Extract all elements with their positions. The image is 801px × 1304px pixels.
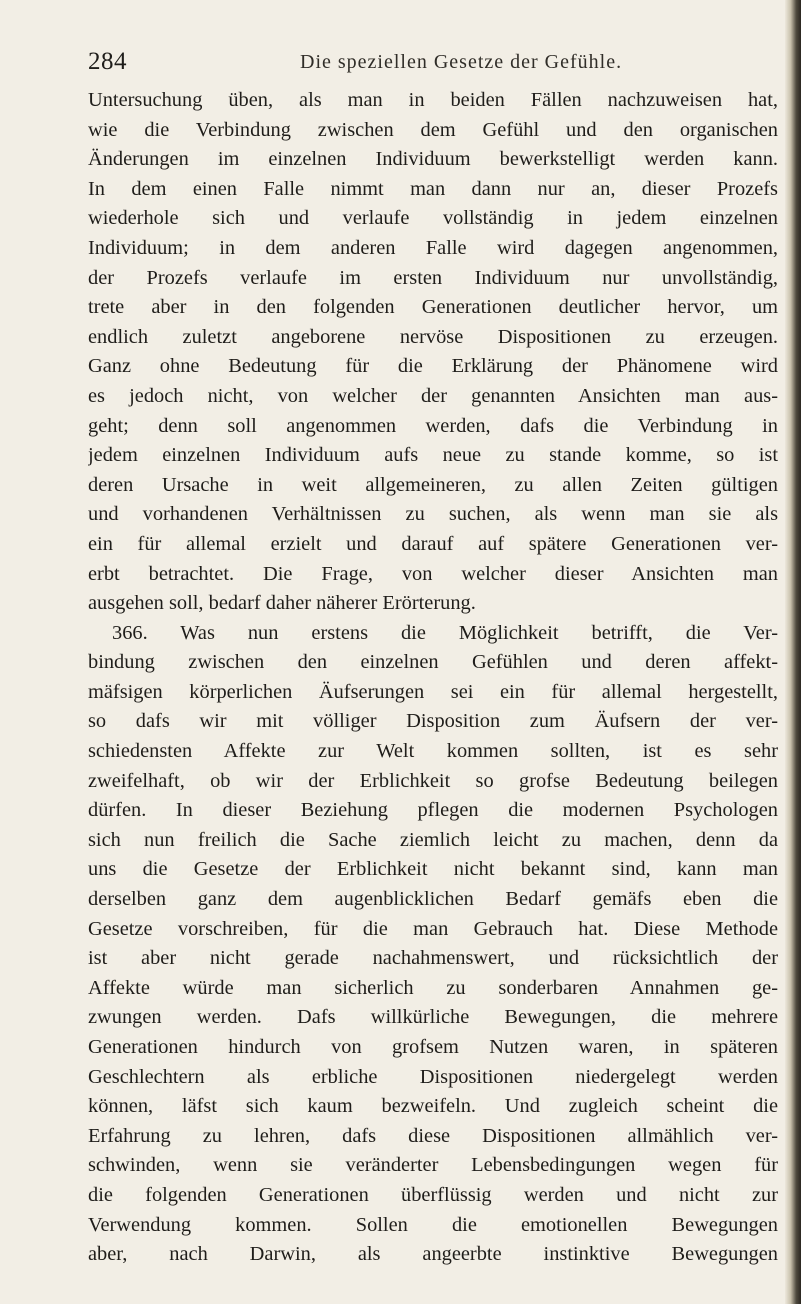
text-line: dürfen. In dieser Beziehung pflegen die modernen Psychologen bbox=[88, 799, 778, 822]
text-line: aber, nach Darwin, als angeerbte instinktive Bewegungen bbox=[88, 1243, 778, 1266]
text-line: Affekte würde man sicherlich zu sonderbaren Annahmen ge- bbox=[88, 976, 778, 999]
text-line: Ganz ohne Bedeutung für die Erklärung der Phänomene wird bbox=[88, 355, 778, 378]
text-line: ausgehen soll, bedarf daher näherer Erörterung. bbox=[88, 592, 476, 615]
text-line: trete aber in den folgenden Generationen deutlicher hervor, um bbox=[88, 296, 778, 319]
text-line: Generationen hindurch von grofsem Nutzen waren, in späteren bbox=[88, 1036, 778, 1058]
text-line: wie die Verbindung zwischen dem Gefühl und den organischen bbox=[88, 118, 778, 141]
text-line: Untersuchung üben, als man in beiden Fällen nachzuweisen hat, bbox=[88, 89, 778, 111]
text-line: Verwendung kommen. Sollen die emotionellen Bewegungen bbox=[88, 1213, 778, 1236]
text-line: geht; denn soll angenommen werden, dafs die Verbindung in bbox=[88, 414, 778, 437]
text-line: mäfsigen körperlichen Äufserungen sei ein für allemal hergestellt, bbox=[88, 680, 778, 703]
text-line: 366. Was nun erstens die Möglichkeit betrifft, die Ver- bbox=[112, 621, 778, 644]
text-line: schiedensten Affekte zur Welt kommen sollten, ist es sehr bbox=[88, 740, 778, 763]
text-line: wiederhole sich und verlaufe vollständig in jedem einzelnen bbox=[88, 207, 778, 230]
text-line: Erfahrung zu lehren, dafs diese Dispositionen allmählich ver- bbox=[88, 1124, 778, 1147]
text-line: können, läfst sich kaum bezweifeln. Und zugleich scheint die bbox=[88, 1095, 778, 1118]
text-line: ist aber nicht gerade nachahmenswert, und rücksichtlich der bbox=[88, 947, 778, 970]
text-line: Individuum; in dem anderen Falle wird dagegen angenommen, bbox=[88, 236, 778, 259]
text-line: erbt betrachtet. Die Frage, von welcher dieser Ansichten man bbox=[88, 562, 778, 585]
text-line: schwinden, wenn sie veränderter Lebensbedingungen wegen für bbox=[88, 1154, 778, 1177]
text-line: zweifelhaft, ob wir der Erblichkeit so grofse Bedeutung beilegen bbox=[88, 769, 778, 792]
text-line: die folgenden Generationen überflüssig werden und nicht zur bbox=[88, 1183, 778, 1206]
text-line: endlich zuletzt angeborene nervöse Dispositionen zu erzeugen. bbox=[88, 325, 778, 348]
page-header bbox=[88, 48, 778, 82]
text-line: so dafs wir mit völliger Disposition zum Äufsern der ver- bbox=[88, 710, 778, 733]
text-line: uns die Gesetze der Erblichkeit nicht bekannt sind, kann man bbox=[88, 858, 778, 881]
text-line: es jedoch nicht, von welcher der genannten Ansichten man aus- bbox=[88, 384, 778, 407]
page-edge-shadow bbox=[785, 0, 801, 1304]
text-line: sich nun freilich die Sache ziemlich leicht zu machen, denn da bbox=[88, 828, 778, 851]
text-line: In dem einen Falle nimmt man dann nur an, dieser Prozefs bbox=[88, 177, 778, 200]
text-line: der Prozefs verlaufe im ersten Individuum nur unvollständig, bbox=[88, 266, 778, 289]
text-line: ein für allemal erzielt und darauf auf spätere Generationen ver- bbox=[88, 532, 778, 555]
body-text bbox=[88, 86, 778, 1270]
running-title: Die speziellen Gesetze der Gefühle. bbox=[300, 51, 623, 73]
text-line: bindung zwischen den einzelnen Gefühlen und deren affekt- bbox=[88, 651, 778, 674]
text-line: deren Ursache in weit allgemeineren, zu allen Zeiten gültigen bbox=[88, 473, 778, 496]
text-line: Gesetze vorschreiben, für die man Gebrauch hat. Diese Methode bbox=[88, 917, 778, 940]
text-line: Änderungen im einzelnen Individuum bewerkstelligt werden kann. bbox=[88, 148, 778, 171]
text-line: jedem einzelnen Individuum aufs neue zu stande komme, so ist bbox=[88, 444, 778, 467]
page-number: 284 bbox=[88, 48, 127, 75]
text-line: und vorhandenen Verhältnissen zu suchen, als wenn man sie als bbox=[88, 503, 778, 526]
text-line: derselben ganz dem augenblicklichen Bedarf gemäfs eben die bbox=[88, 888, 778, 911]
text-line: zwungen werden. Dafs willkürliche Bewegungen, die mehrere bbox=[88, 1006, 778, 1029]
text-line: Geschlechtern als erbliche Dispositionen niedergelegt werden bbox=[88, 1065, 778, 1088]
